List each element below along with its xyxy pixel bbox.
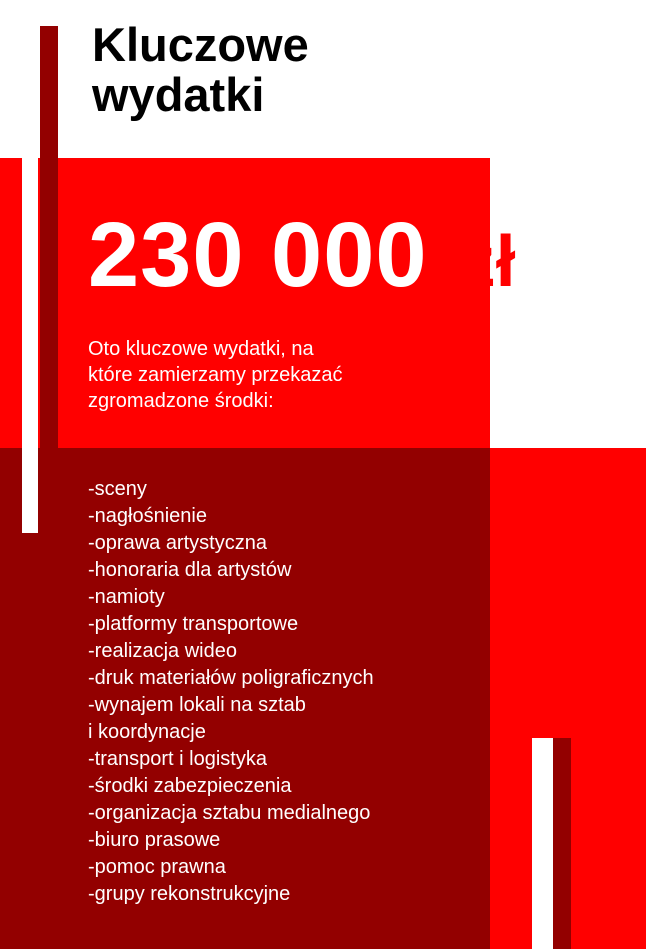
list-item: -honoraria dla artystów bbox=[88, 559, 292, 581]
list-item: -nagłośnienie bbox=[88, 505, 207, 527]
intro-line-2: które zamierzamy przekazać bbox=[88, 364, 343, 386]
decorative-bar-white-left bbox=[22, 158, 38, 533]
title-line-2: wydatki bbox=[92, 68, 265, 121]
list-item: -wynajem lokali na sztab bbox=[88, 694, 306, 716]
list-item: -organizacja sztabu medialnego bbox=[88, 802, 371, 824]
title-line-1: Kluczowe bbox=[92, 18, 309, 71]
list-item: -namioty bbox=[88, 586, 165, 608]
list-item: -sceny bbox=[88, 478, 147, 500]
intro-line-3: zgromadzone środki: bbox=[88, 390, 274, 412]
expense-list bbox=[88, 476, 488, 908]
amount-currency: zł bbox=[459, 222, 516, 302]
list-item: -realizacja wideo bbox=[88, 640, 237, 662]
list-item: -druk materiałów poligraficznych bbox=[88, 667, 374, 689]
list-item: -środki zabezpieczenia bbox=[88, 775, 292, 797]
list-item: -pomoc prawna bbox=[88, 856, 226, 878]
page-title bbox=[92, 20, 309, 120]
amount bbox=[88, 203, 516, 308]
decorative-bar-dark-left bbox=[40, 26, 58, 448]
list-item: i koordynacje bbox=[88, 721, 206, 743]
list-item: -platformy transportowe bbox=[88, 613, 299, 635]
list-item: -biuro prasowe bbox=[88, 829, 221, 851]
intro-text bbox=[88, 336, 448, 414]
list-item: -oprawa artystyczna bbox=[88, 532, 267, 554]
decorative-bar-dark-right bbox=[553, 738, 571, 949]
amount-value: 230 000 bbox=[88, 204, 428, 306]
decorative-bar-white-right bbox=[532, 738, 553, 949]
list-item: -transport i logistyka bbox=[88, 748, 267, 770]
intro-line-1: Oto kluczowe wydatki, na bbox=[88, 338, 314, 360]
list-item: -grupy rekonstrukcyjne bbox=[88, 883, 291, 905]
